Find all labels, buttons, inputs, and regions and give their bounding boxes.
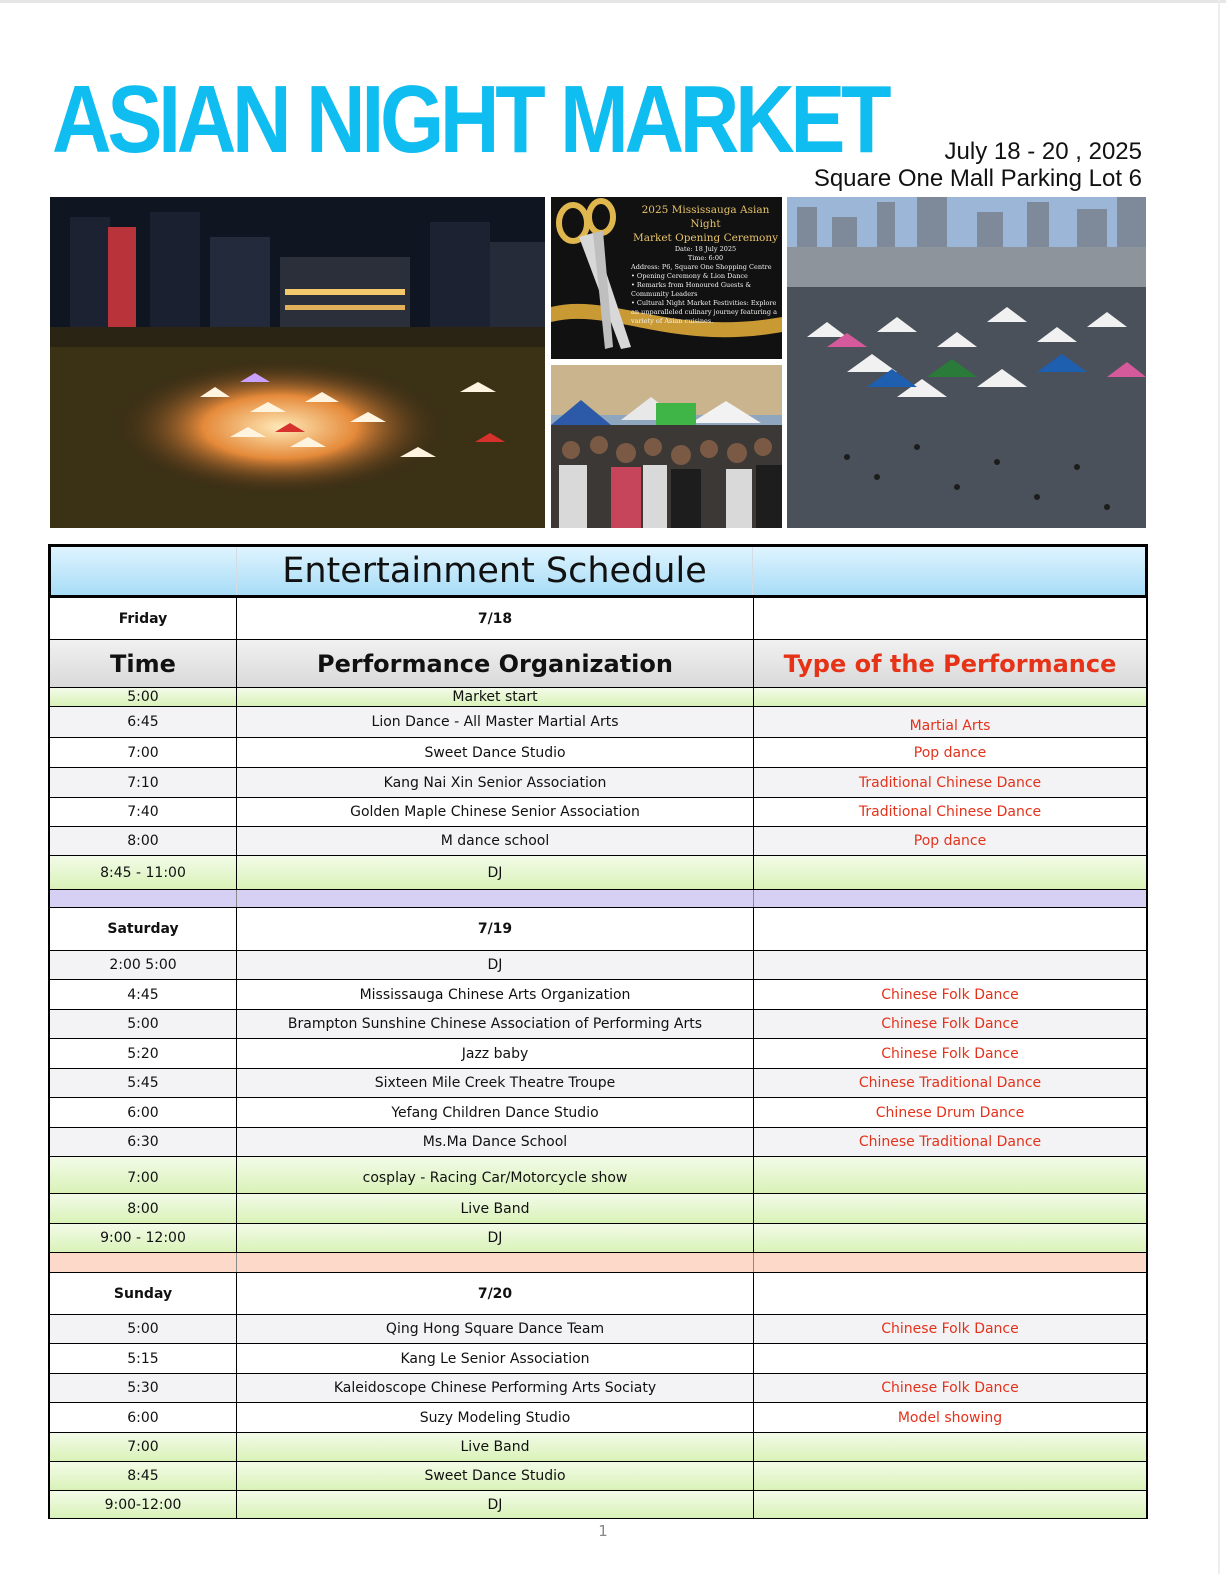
table-row	[48, 1069, 1148, 1098]
row-time: 7:00	[50, 1433, 237, 1461]
invitation-bullet-3: • Cultural Night Market Festivities: Explore an unparalleled culinary journey featuring a variety of Asian cuisines.	[631, 299, 777, 325]
table-row	[48, 798, 1148, 827]
table-row	[48, 1098, 1148, 1128]
row-type: Chinese Drum Dance	[875, 1104, 1025, 1121]
row-organization: DJ	[237, 951, 754, 979]
row-time: 6:00	[50, 1403, 237, 1432]
empty-cell	[754, 890, 1146, 907]
row-organization: Kang Nai Xin Senior Association	[237, 768, 754, 797]
row-type	[754, 1462, 1146, 1490]
row-organization: Lion Dance - All Master Martial Arts	[237, 707, 754, 737]
empty-cell	[754, 1253, 1146, 1272]
table-row	[48, 1224, 1148, 1253]
empty-cell	[50, 1253, 237, 1272]
row-organization: DJ	[237, 1491, 754, 1518]
row-time: 7:10	[50, 768, 237, 797]
row-time: 5:00	[50, 1010, 237, 1038]
title-row-left-cell	[51, 547, 237, 595]
invitation-bullet-2: • Remarks from Honoured Guests & Community Leaders	[631, 281, 752, 298]
column-header-time: Time	[50, 640, 237, 687]
row-type	[754, 1491, 1146, 1518]
row-organization: DJ	[237, 856, 754, 889]
empty-cell	[754, 908, 1146, 950]
invitation-title-line2: Market Opening Ceremony	[632, 232, 779, 244]
page-number: 1	[598, 1522, 608, 1540]
table-row	[48, 856, 1148, 890]
row-time: 8:45	[50, 1462, 237, 1490]
table-row	[48, 1128, 1148, 1157]
row-organization: Market start	[237, 688, 754, 706]
row-type: Chinese Folk Dance	[881, 1045, 1019, 1062]
photo-night-market-aerial	[50, 197, 545, 528]
row-organization: Sixteen Mile Creek Theatre Troupe	[237, 1069, 754, 1097]
row-organization: Sweet Dance Studio	[237, 738, 754, 767]
row-type: Martial Arts	[909, 718, 991, 734]
column-header-type: Type of the Performance	[783, 649, 1117, 678]
table-row	[48, 1010, 1148, 1039]
row-organization: cosplay - Racing Car/Motorcycle show	[237, 1157, 754, 1193]
row-time: 5:15	[50, 1344, 237, 1373]
row-time: 5:00	[50, 688, 237, 706]
row-type	[754, 1433, 1146, 1461]
table-row	[48, 688, 1148, 707]
row-organization: Sweet Dance Studio	[237, 1462, 754, 1490]
row-time: 5:20	[50, 1039, 237, 1068]
table-row	[48, 707, 1148, 738]
row-type	[754, 1224, 1146, 1252]
table-row	[48, 1491, 1148, 1519]
row-time: 5:30	[50, 1374, 237, 1402]
day-name: Friday	[50, 598, 237, 639]
row-type	[754, 951, 1146, 979]
day-name: Sunday	[50, 1273, 237, 1314]
row-time: 5:45	[50, 1069, 237, 1097]
empty-cell	[237, 1253, 754, 1272]
photo-parking-lot-market	[787, 197, 1146, 528]
schedule-title: Entertainment Schedule	[237, 547, 753, 595]
row-time: 8:45 - 11:00	[50, 856, 237, 889]
day-separator-row	[48, 1253, 1148, 1273]
invitation-address: Address: P6, Square One Shopping Centre	[631, 263, 772, 271]
row-organization: Live Band	[237, 1194, 754, 1223]
row-time: 9:00 - 12:00	[50, 1224, 237, 1252]
entertainment-schedule-table	[48, 544, 1148, 1519]
empty-cell	[237, 890, 754, 907]
column-header-row	[48, 640, 1148, 688]
row-time: 8:00	[50, 1194, 237, 1223]
row-time: 7:00	[50, 738, 237, 767]
page-title: ASIAN NIGHT MARKET	[52, 66, 888, 173]
empty-cell	[50, 890, 237, 907]
row-organization: Yefang Children Dance Studio	[237, 1098, 754, 1127]
page-top-edge	[0, 0, 1226, 3]
page-right-edge	[1218, 0, 1220, 1574]
row-organization: Live Band	[237, 1433, 754, 1461]
day-name: Saturday	[50, 908, 237, 950]
row-type: Traditional Chinese Dance	[858, 804, 1042, 820]
day-row-friday	[48, 598, 1148, 640]
row-type: Traditional Chinese Dance	[858, 774, 1042, 791]
row-type: Chinese Folk Dance	[881, 1016, 1019, 1032]
day-separator-row	[48, 890, 1148, 908]
row-organization: Kang Le Senior Association	[237, 1344, 754, 1373]
schedule-title-row	[48, 544, 1148, 598]
row-type	[754, 1344, 1146, 1373]
row-organization: Golden Maple Chinese Senior Association	[237, 798, 754, 826]
row-type: Pop dance	[913, 833, 987, 849]
table-row	[48, 951, 1148, 980]
row-type	[754, 688, 1146, 706]
table-row	[48, 1039, 1148, 1069]
row-organization: Kaleidoscope Chinese Performing Arts Sociaty	[237, 1374, 754, 1402]
table-row	[48, 1344, 1148, 1374]
table-row	[48, 1374, 1148, 1403]
day-date: 7/19	[237, 908, 754, 950]
invitation-time: Time: 6:00	[687, 254, 724, 262]
row-organization: DJ	[237, 1224, 754, 1252]
row-time: 6:00	[50, 1098, 237, 1127]
table-row	[48, 1403, 1148, 1433]
row-type: Chinese Folk Dance	[881, 986, 1019, 1003]
invitation-title-line1: 2025 Mississauga Asian Night	[641, 204, 770, 230]
row-time: 5:00	[50, 1315, 237, 1343]
row-type: Chinese Traditional Dance	[858, 1075, 1042, 1091]
invitation-date: Date: 18 July 2025	[674, 245, 737, 253]
row-time: 2:00 5:00	[50, 951, 237, 979]
event-dates: July 18 - 20 , 2025	[944, 138, 1142, 165]
row-time: 7:00	[50, 1157, 237, 1193]
row-organization: Qing Hong Square Dance Team	[237, 1315, 754, 1343]
photo-opening-ceremony-invitation	[551, 197, 782, 359]
row-time: 6:30	[50, 1128, 237, 1156]
row-time: 4:45	[50, 980, 237, 1009]
row-organization: Mississauga Chinese Arts Organization	[237, 980, 754, 1009]
table-row	[48, 1462, 1148, 1491]
event-venue: Square One Mall Parking Lot 6	[813, 165, 1142, 192]
day-date: 7/18	[237, 598, 754, 639]
row-time: 8:00	[50, 827, 237, 855]
day-row-sunday	[48, 1273, 1148, 1315]
row-type: Chinese Folk Dance	[881, 1380, 1019, 1396]
row-organization: M dance school	[237, 827, 754, 855]
empty-cell	[754, 598, 1146, 639]
photo-crowd	[551, 365, 782, 528]
row-type: Model showing	[897, 1409, 1003, 1426]
row-time: 7:40	[50, 798, 237, 826]
day-date: 7/20	[237, 1273, 754, 1314]
row-organization: Brampton Sunshine Chinese Association of Performing Arts	[237, 1010, 754, 1038]
table-row	[48, 738, 1148, 768]
empty-cell	[754, 1273, 1146, 1314]
table-row	[48, 768, 1148, 798]
day-row-saturday	[48, 908, 1148, 951]
row-type: Chinese Folk Dance	[881, 1321, 1019, 1337]
row-organization: Ms.Ma Dance School	[237, 1128, 754, 1156]
table-row	[48, 827, 1148, 856]
row-type: Pop dance	[913, 744, 987, 761]
row-time: 6:45	[50, 707, 237, 737]
table-row	[48, 980, 1148, 1010]
invitation-bullet-1: • Opening Ceremony & Lion Dance	[631, 272, 748, 280]
column-header-organization: Performance Organization	[237, 640, 754, 687]
row-organization: Jazz baby	[237, 1039, 754, 1068]
table-row	[48, 1194, 1148, 1224]
table-row	[48, 1433, 1148, 1462]
row-type	[754, 1157, 1146, 1193]
row-time: 9:00-12:00	[50, 1491, 237, 1518]
title-row-right-cell	[753, 547, 1145, 595]
table-row	[48, 1157, 1148, 1194]
row-type	[754, 1194, 1146, 1223]
row-organization: Suzy Modeling Studio	[237, 1403, 754, 1432]
table-row	[48, 1315, 1148, 1344]
row-type	[754, 856, 1146, 889]
row-type: Chinese Traditional Dance	[858, 1134, 1042, 1150]
